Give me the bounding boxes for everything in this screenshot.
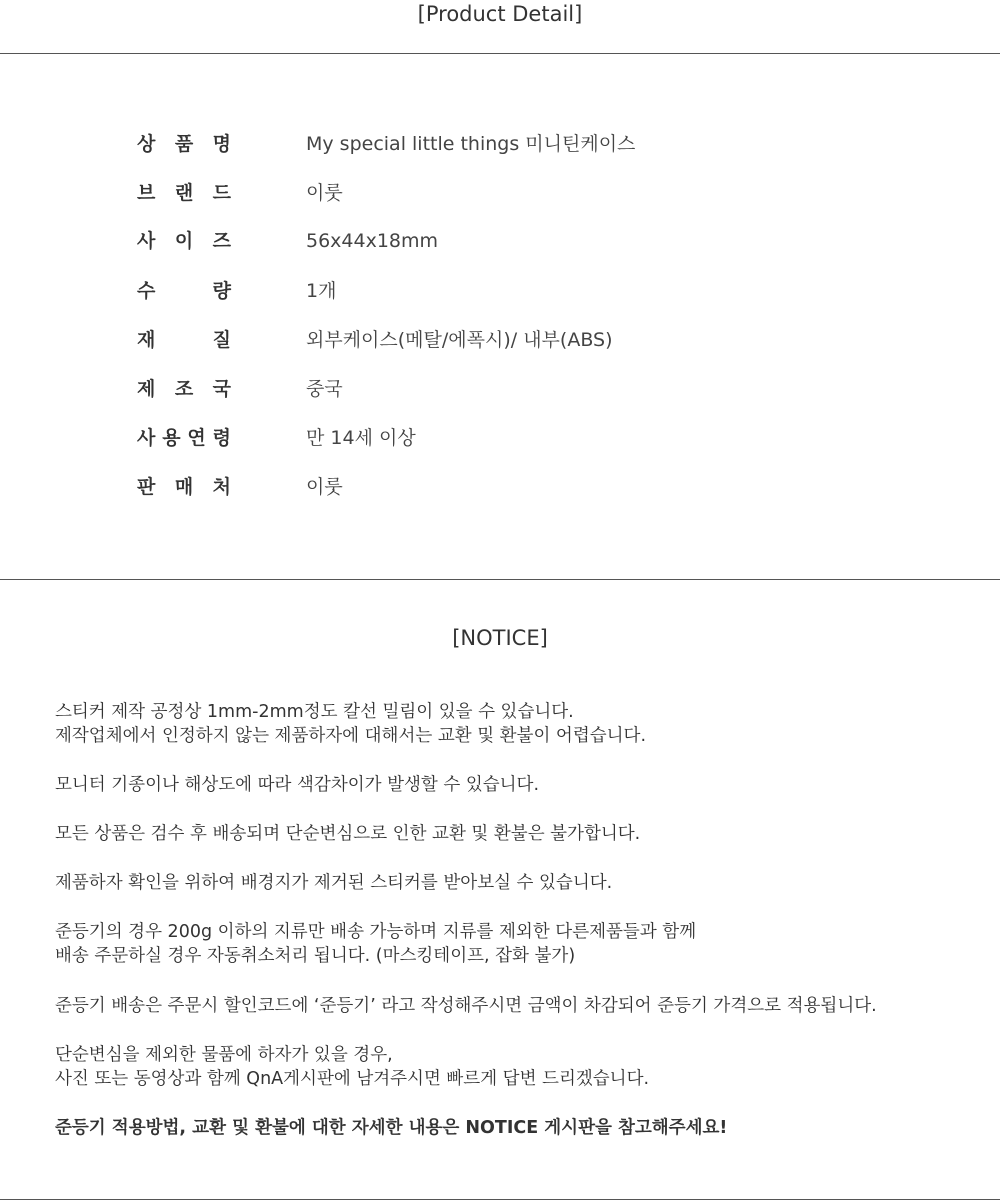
- spec-value: 56x44x18mm: [306, 230, 439, 252]
- label-char: 품: [174, 133, 194, 155]
- spec-label: [137, 129, 231, 159]
- label-char: 명: [212, 133, 231, 155]
- label-char: 국: [212, 378, 231, 400]
- label-char: 매: [174, 476, 194, 498]
- notice-line: 제작업체에서 인정하지 않는 제품하자에 대해서는 교환 및 환불이 어렵습니다.: [55, 726, 647, 746]
- spec-label: [137, 226, 231, 256]
- spec-row-product-name: [137, 129, 897, 159]
- label-char: 질: [212, 329, 231, 351]
- spec-row-origin: [137, 374, 897, 404]
- spec-value: 만 14세 이상: [306, 427, 416, 449]
- label-char: 재: [137, 329, 156, 351]
- spec-value: 중국: [306, 378, 343, 400]
- label-char: 제: [137, 378, 156, 400]
- notice-line: 제품하자 확인을 위하여 배경지가 제거된 스티커를 받아보실 수 있습니다.: [55, 873, 613, 893]
- notice-line: 준등기의 경우 200g 이하의 지류만 배송 가능하며 지류를 제외한 다른제품들과 함께: [55, 922, 697, 942]
- notice-line: 사진 또는 동영상과 함께 QnA게시판에 남겨주시면 빠르게 답변 드리겠습니다.: [55, 1069, 650, 1089]
- spec-row-seller: [137, 472, 897, 502]
- spec-value: 이룻: [306, 182, 343, 204]
- spec-label: [137, 472, 231, 502]
- label-char: 즈: [212, 230, 231, 252]
- label-char: 용: [162, 427, 181, 449]
- spec-row-brand: [137, 178, 897, 208]
- spec-value: 1개: [306, 280, 337, 302]
- section-divider-top: [0, 53, 1000, 54]
- notice-bold-footer: 준등기 적용방법, 교환 및 환불에 대한 자세한 내용은 NOTICE 게시판을 참고해주세요!: [55, 1118, 728, 1138]
- label-char: 수: [137, 280, 156, 302]
- spec-row-size: [137, 226, 897, 256]
- notice-line: 배송 주문하실 경우 자동취소처리 됩니다. (마스킹테이프, 잡화 불가): [55, 946, 576, 966]
- spec-label: [137, 374, 231, 404]
- notice-line: 단순변심을 제외한 물품에 하자가 있을 경우,: [55, 1045, 393, 1065]
- label-char: 드: [212, 182, 231, 204]
- spec-row-material: [137, 325, 897, 355]
- spec-label: [137, 276, 231, 306]
- spec-label: [137, 178, 231, 208]
- label-char: 판: [137, 476, 156, 498]
- notice-line: 모니터 기종이나 해상도에 따라 색감차이가 발생할 수 있습니다.: [55, 775, 540, 795]
- notice-line: 스티커 제작 공정상 1mm-2mm정도 칼선 밀림이 있을 수 있습니다.: [55, 702, 574, 722]
- notice-line: 모든 상품은 검수 후 배송되며 단순변심으로 인한 교환 및 환불은 불가합니다.: [55, 824, 641, 844]
- label-char: 사: [137, 427, 156, 449]
- product-detail-title: [Product Detail]: [417, 2, 583, 26]
- spec-row-quantity: [137, 276, 897, 306]
- spec-label: [137, 325, 231, 355]
- notice-line: 준등기 배송은 주문시 할인코드에 ‘준등기’ 라고 작성해주시면 금액이 차감되어 준등기 가격으로 적용됩니다.: [55, 996, 877, 1016]
- label-char: 랜: [174, 182, 194, 204]
- label-char: 사: [137, 230, 156, 252]
- label-char: 연: [187, 427, 206, 449]
- label-char: 브: [137, 182, 156, 204]
- label-char: 량: [212, 280, 231, 302]
- label-char: 이: [174, 230, 194, 252]
- label-char: 상: [137, 133, 156, 155]
- section-divider-middle: [0, 579, 1000, 580]
- spec-value: My special little things 미니틴케이스: [306, 133, 636, 155]
- spec-row-age: [137, 423, 897, 453]
- label-char: 령: [212, 427, 231, 449]
- spec-label: [137, 423, 231, 453]
- notice-title: [NOTICE]: [452, 626, 548, 650]
- spec-value: 외부케이스(메탈/에폭시)/ 내부(ABS): [306, 329, 613, 351]
- label-char: 처: [212, 476, 231, 498]
- spec-value: 이룻: [306, 476, 343, 498]
- label-char: 조: [174, 378, 194, 400]
- section-divider-bottom: [0, 1199, 1000, 1200]
